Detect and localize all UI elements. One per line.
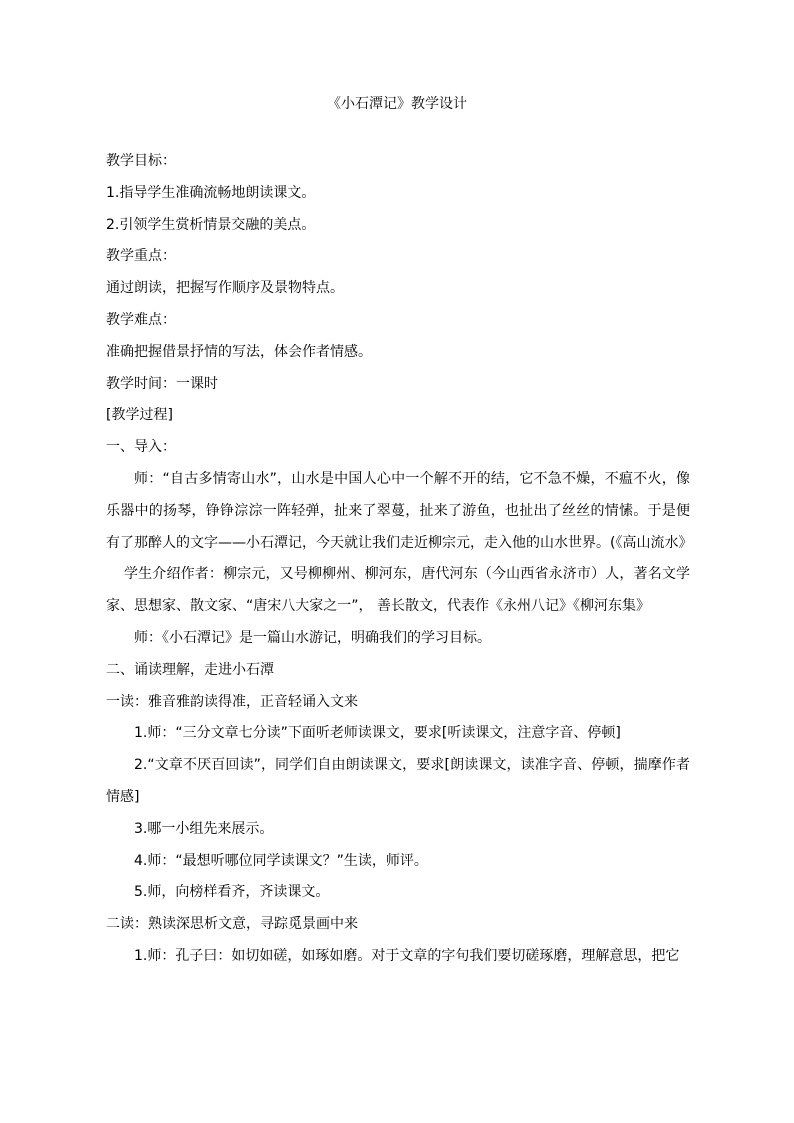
first-reading-heading: 一读：雅音雅韵读得准，正音轻诵入文来 bbox=[106, 693, 358, 710]
reading-step: 3.哪一小组先来展示。 bbox=[134, 820, 274, 837]
reading-step: 4.师：“最想听哪位同学读课文？”生读，师评。 bbox=[134, 852, 428, 869]
document-title: 《小石潭记》教学设计 bbox=[327, 96, 467, 112]
objective-item: 1.指导学生准确流畅地朗读课文。 bbox=[106, 184, 316, 201]
heading-process: [教学过程] bbox=[106, 407, 173, 424]
heading-objectives: 教学目标： bbox=[106, 153, 176, 169]
second-reading-heading: 二读：熟读深思析文意，寻踪觅景画中来 bbox=[106, 916, 358, 933]
reading-step: 1.师：“三分文章七分读”下面听老师读课文，要求[听读课文，注意字音、停顿] bbox=[134, 725, 621, 742]
section-intro-heading: 一、导入： bbox=[106, 439, 176, 456]
teacher-statement: 师：《小石潭记》是一篇山水游记，明确我们的学习目标。 bbox=[134, 629, 491, 646]
objective-item: 2.引领学生赏析情景交融的美点。 bbox=[106, 216, 316, 233]
reading-step: 1.师：孔子曰：如切如磋，如琢如磨。对于文章的字句我们要切磋琢磨，理解意思，把它 bbox=[134, 947, 680, 964]
intro-paragraph: 师：“自古多情寄山水”，山水是中国人心中一个解不开的结，它不急不燥，不瘟不火，像乐器中的扬琴，铮铮淙淙一阵轻弹，扯来了翠蔓，扯来了游鱼，也扯出了丝丝的情愫。于是便有了那醉人的文字——小石潭记，今天就让我们走近柳宗元，走入他的山水世界。(《高山流水》 bbox=[106, 470, 693, 551]
reading-step: 5.师，向榜样看齐，齐读课文。 bbox=[134, 884, 330, 901]
section-two-heading: 二、诵读理解，走进小石潭 bbox=[106, 661, 274, 678]
difficulties-text: 准确把握借景抒情的写法，体会作者情感。 bbox=[106, 343, 372, 360]
document-body bbox=[106, 146, 693, 973]
teaching-time: 教学时间：一课时 bbox=[106, 375, 218, 392]
reading-step: 2.“文章不厌百回读”，同学们自由朗读课文，要求[朗读课文，读准字音、停顿，揣摩作者情感] bbox=[106, 757, 690, 805]
key-points-text: 通过朗读，把握写作顺序及景物特点。 bbox=[106, 280, 344, 297]
heading-difficulties: 教学难点： bbox=[106, 311, 176, 328]
author-paragraph: 学生介绍作者：柳宗元，又号柳柳州、柳河东，唐代河东（今山西省永济市）人，著名文学家、思想家、散文家、“唐宋八大家之一”， 善长散文，代表作《永州八记》《柳河东集》 bbox=[106, 566, 690, 615]
heading-key-points: 教学重点： bbox=[106, 248, 176, 265]
